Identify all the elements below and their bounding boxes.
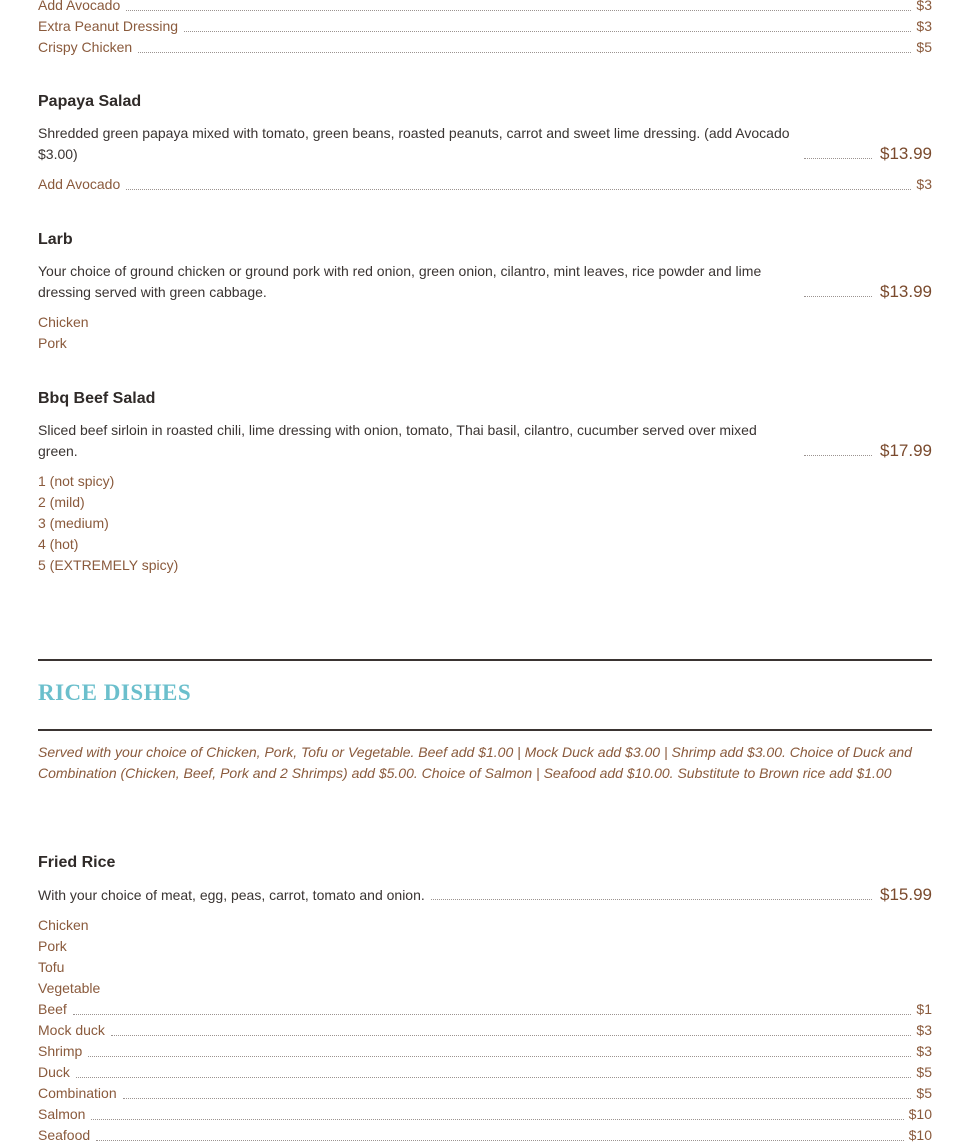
- priced-choice-row[interactable]: [38, 1083, 932, 1104]
- choice-price: $3: [916, 1022, 932, 1038]
- dotted-leader: [804, 158, 872, 159]
- dotted-leader: [126, 10, 911, 11]
- item-price: $15.99: [880, 885, 932, 904]
- spice-option[interactable]: 4 (hot): [38, 536, 79, 552]
- menu-item-bbq-beef-salad: [38, 389, 932, 576]
- choice-list: [38, 915, 932, 1146]
- dotted-leader: [111, 1035, 912, 1036]
- choice-price: $3: [916, 1043, 932, 1059]
- priced-choice-row[interactable]: [38, 1041, 932, 1062]
- spice-option[interactable]: 2 (mild): [38, 494, 85, 510]
- item-description-row: [38, 123, 932, 165]
- choice-price: $1: [916, 1001, 932, 1017]
- choice-option[interactable]: Chicken: [38, 917, 89, 933]
- item-title: Bbq Beef Salad: [38, 390, 156, 407]
- dotted-leader: [76, 1077, 912, 1078]
- priced-choice-row[interactable]: [38, 1125, 932, 1146]
- item-description: Shredded green papaya mixed with tomato, green beans, roasted peanuts, carrot and sweet lime dressing. (add Avocado $3.00): [38, 125, 790, 162]
- choice-name: Mock duck: [38, 1022, 105, 1038]
- priced-choice-row[interactable]: [38, 999, 932, 1020]
- dotted-leader: [804, 455, 872, 456]
- choice-name: Shrimp: [38, 1043, 83, 1059]
- dotted-leader: [126, 189, 911, 190]
- priced-choice-row[interactable]: [38, 1020, 932, 1041]
- addon-name: Extra Peanut Dressing: [38, 18, 179, 34]
- item-description-row: [38, 261, 932, 303]
- item-price: $13.99: [880, 282, 932, 301]
- item-price: $17.99: [880, 441, 932, 460]
- choice-name: Duck: [38, 1064, 70, 1080]
- priced-choice-row[interactable]: [38, 1104, 932, 1125]
- addon-price: $3: [916, 0, 932, 13]
- addon-name: Add Avocado: [38, 176, 121, 192]
- choice-option[interactable]: Vegetable: [38, 980, 101, 996]
- choice-list: [38, 312, 932, 354]
- section-title: RICE DISHES: [38, 680, 192, 705]
- dotted-leader: [431, 899, 872, 900]
- section-divider-bottom: [38, 729, 932, 731]
- choice-price: $5: [916, 1085, 932, 1101]
- item-title: Fried Rice: [38, 854, 116, 871]
- item-description-row: [38, 420, 932, 462]
- addon-price: $5: [916, 39, 932, 55]
- choice-price: $5: [916, 1064, 932, 1080]
- spice-option[interactable]: 5 (EXTREMELY spicy): [38, 557, 179, 573]
- choice-option[interactable]: Pork: [38, 335, 67, 351]
- addon-price: $3: [916, 18, 932, 34]
- item-description: Your choice of ground chicken or ground pork with red onion, green onion, cilantro, mint leaves, rice powder and lime dressing served with green cabbage.: [38, 263, 762, 300]
- top-addons-list: [38, 0, 932, 58]
- addon-row[interactable]: [38, 0, 932, 16]
- dotted-leader: [184, 31, 911, 32]
- item-price: $13.99: [880, 144, 932, 163]
- dotted-leader: [123, 1098, 912, 1099]
- spice-option[interactable]: 1 (not spicy): [38, 473, 115, 489]
- choice-name: Salmon: [38, 1106, 86, 1122]
- item-description: With your choice of meat, egg, peas, carrot, tomato and onion.: [38, 887, 425, 903]
- spice-level-list: [38, 471, 932, 576]
- addon-row[interactable]: [38, 16, 932, 37]
- dotted-leader: [91, 1119, 903, 1120]
- priced-choice-row[interactable]: [38, 1062, 932, 1083]
- addon-row[interactable]: [38, 37, 932, 58]
- addon-name: Crispy Chicken: [38, 39, 133, 55]
- item-description: Sliced beef sirloin in roasted chili, lime dressing with onion, tomato, Thai basil, cilantro, cucumber served over mixed green.: [38, 422, 757, 459]
- item-description-row: [38, 884, 932, 906]
- choice-name: Seafood: [38, 1127, 91, 1143]
- section-note: Served with your choice of Chicken, Pork, Tofu or Vegetable. Beef add $1.00 | Mock Duck add $3.00 | Shrimp add $3.00. Choice of Duck and Combination (Chicken, Beef, Pork and 2 Shrimps) add $5.00. Choice of Salmon | Seafood add $10.00. Substitute to Brown rice add $1.00: [38, 744, 912, 781]
- choice-option[interactable]: Pork: [38, 938, 67, 954]
- menu-item-papaya-salad: [38, 92, 932, 195]
- addon-row[interactable]: [38, 174, 932, 195]
- choice-option[interactable]: Chicken: [38, 314, 89, 330]
- item-title: Larb: [38, 231, 73, 248]
- choice-name: Combination: [38, 1085, 117, 1101]
- dotted-leader: [96, 1140, 903, 1141]
- dotted-leader: [88, 1056, 911, 1057]
- choice-price: $10: [908, 1106, 932, 1122]
- menu-item-larb: [38, 230, 932, 354]
- section-divider-top: [38, 659, 932, 661]
- choice-name: Beef: [38, 1001, 67, 1017]
- menu-item-fried-rice: [38, 853, 932, 1146]
- addon-name: Add Avocado: [38, 0, 121, 13]
- dotted-leader: [73, 1014, 912, 1015]
- choice-option[interactable]: Tofu: [38, 959, 65, 975]
- spice-option[interactable]: 3 (medium): [38, 515, 109, 531]
- dotted-leader: [804, 296, 872, 297]
- item-title: Papaya Salad: [38, 93, 142, 110]
- addon-price: $3: [916, 176, 932, 192]
- choice-price: $10: [908, 1127, 932, 1143]
- dotted-leader: [138, 52, 911, 53]
